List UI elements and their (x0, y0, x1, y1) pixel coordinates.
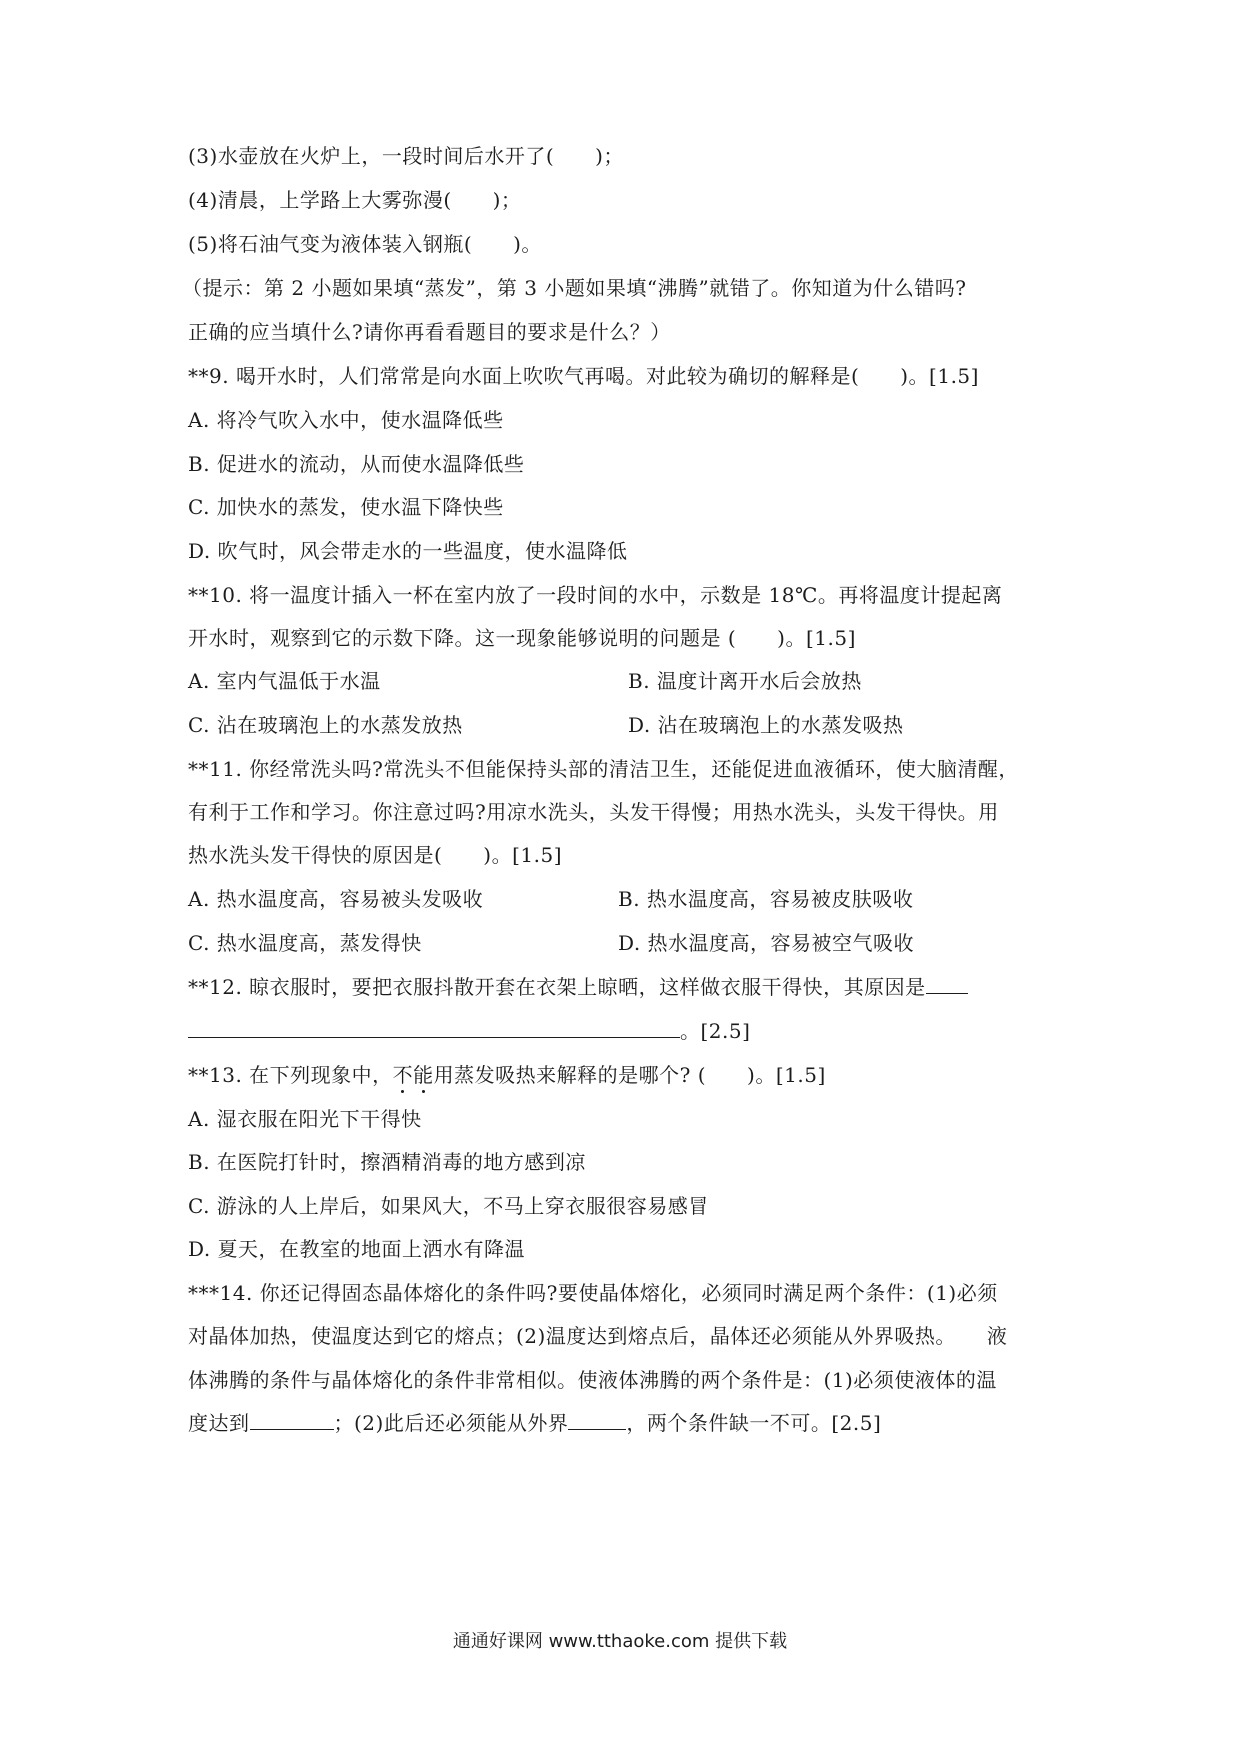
question-14-line-3: 体沸腾的条件与晶体熔化的条件非常相似。使液体沸腾的两个条件是：(1)必须使液体的温 (188, 1368, 997, 1392)
answer-blank[interactable] (188, 1017, 680, 1038)
q10-option-a: A. 室内气温低于水温 (188, 669, 381, 693)
question-14-line-2: 对晶体加热，使温度达到它的熔点；(2)温度达到熔点后，晶体还必须能从外界吸热。 液 (188, 1324, 1008, 1348)
question-13-prefix: **13. 在下列现象中， (188, 1063, 393, 1087)
question-14-text-c: ，两个条件缺一不可。[2.5] (626, 1411, 882, 1435)
q13-option-a: A. 湿衣服在阳光下干得快 (188, 1107, 422, 1131)
q9-option-b: B. 促进水的流动，从而使水温降低些 (188, 452, 525, 476)
question-14-line-4 (188, 1409, 881, 1437)
q11-option-c: C. 热水温度高，蒸发得快 (188, 931, 422, 955)
q9-option-a: A. 将冷气吹入水中，使水温降低些 (188, 408, 504, 432)
question-11-line-1: **11. 你经常洗头吗?常洗头不但能保持头部的清洁卫生，还能促进血液循环，使大脑清醒， (188, 757, 1019, 781)
question-10-line-2: 开水时，观察到它的示数下降。这一现象能够说明的问题是 ( )。[1.5] (188, 626, 856, 650)
q13-option-c: C. 游泳的人上岸后，如果风大，不马上穿衣服很容易感冒 (188, 1194, 709, 1218)
question-12-line-2 (188, 1017, 750, 1045)
q9-option-c: C. 加快水的蒸发，使水温下降快些 (188, 495, 504, 519)
question-13 (188, 1061, 826, 1089)
q10-option-d: D. 沾在玻璃泡上的水蒸发吸热 (628, 713, 904, 737)
q13-option-d: D. 夏天，在教室的地面上洒水有降温 (188, 1237, 526, 1261)
hint-line-2: 正确的应当填什么?请你再看看题目的要求是什么？） (188, 320, 671, 344)
hint-line-1: （提示：第 2 小题如果填“蒸发”，第 3 小题如果填“沸腾”就错了。你知道为什么错吗? (182, 276, 967, 300)
q11-option-d: D. 热水温度高，容易被空气吸收 (618, 931, 915, 955)
q11-option-b: B. 热水温度高，容易被皮肤吸收 (618, 887, 914, 911)
answer-blank[interactable] (926, 973, 968, 994)
answer-blank[interactable] (568, 1409, 626, 1430)
q9-option-d: D. 吹气时，风会带走水的一些温度，使水温降低 (188, 539, 628, 563)
q10-option-b: B. 温度计离开水后会放热 (628, 669, 862, 693)
item-5: (5)将石油气变为液体装入钢瓶( )。 (188, 232, 542, 256)
question-12-score: 。[2.5] (680, 1019, 751, 1043)
q11-option-a: A. 热水温度高，容易被头发吸收 (188, 887, 484, 911)
question-9: **9. 喝开水时，人们常常是向水面上吹吹气再喝。对此较为确切的解释是( )。[1.5] (188, 364, 979, 388)
emphasized-char: 不 (392, 1063, 414, 1087)
page-footer: 通通好课网 www.tthaoke.com 提供下载 (452, 1631, 788, 1652)
question-11-line-2: 有利于工作和学习。你注意过吗?用凉水洗头，头发干得慢；用热水洗头，头发干得快。用 (188, 800, 999, 824)
answer-blank[interactable] (250, 1409, 334, 1430)
question-12-line-1 (188, 973, 968, 1001)
q10-option-c: C. 沾在玻璃泡上的水蒸发放热 (188, 713, 463, 737)
question-12-text: **12. 晾衣服时，要把衣服抖散开套在衣架上晾晒，这样做衣服干得快，其原因是 (188, 975, 926, 999)
question-10-line-1: **10. 将一温度计插入一杯在室内放了一段时间的水中，示数是 18℃。再将温度计提起离 (188, 583, 1003, 607)
question-14-text-a: 度达到 (188, 1411, 250, 1435)
emphasized-char: 能 (413, 1063, 434, 1087)
question-14-text-b: ；(2)此后还必须能从外界 (333, 1411, 569, 1435)
question-14-line-1: ***14. 你还记得固态晶体熔化的条件吗?要使晶体熔化，必须同时满足两个条件：(1)必须 (188, 1281, 998, 1305)
question-13-suffix: 用蒸发吸热来解释的是哪个? ( )。[1.5] (433, 1063, 826, 1087)
question-11-line-3: 热水洗头发干得快的原因是( )。[1.5] (188, 843, 563, 867)
q13-option-b: B. 在医院打针时，擦酒精消毒的地方感到凉 (188, 1150, 586, 1174)
item-3: (3)水壶放在火炉上，一段时间后水开了( )； (188, 144, 624, 168)
item-4: (4)清晨，上学路上大雾弥漫( )； (188, 188, 522, 212)
